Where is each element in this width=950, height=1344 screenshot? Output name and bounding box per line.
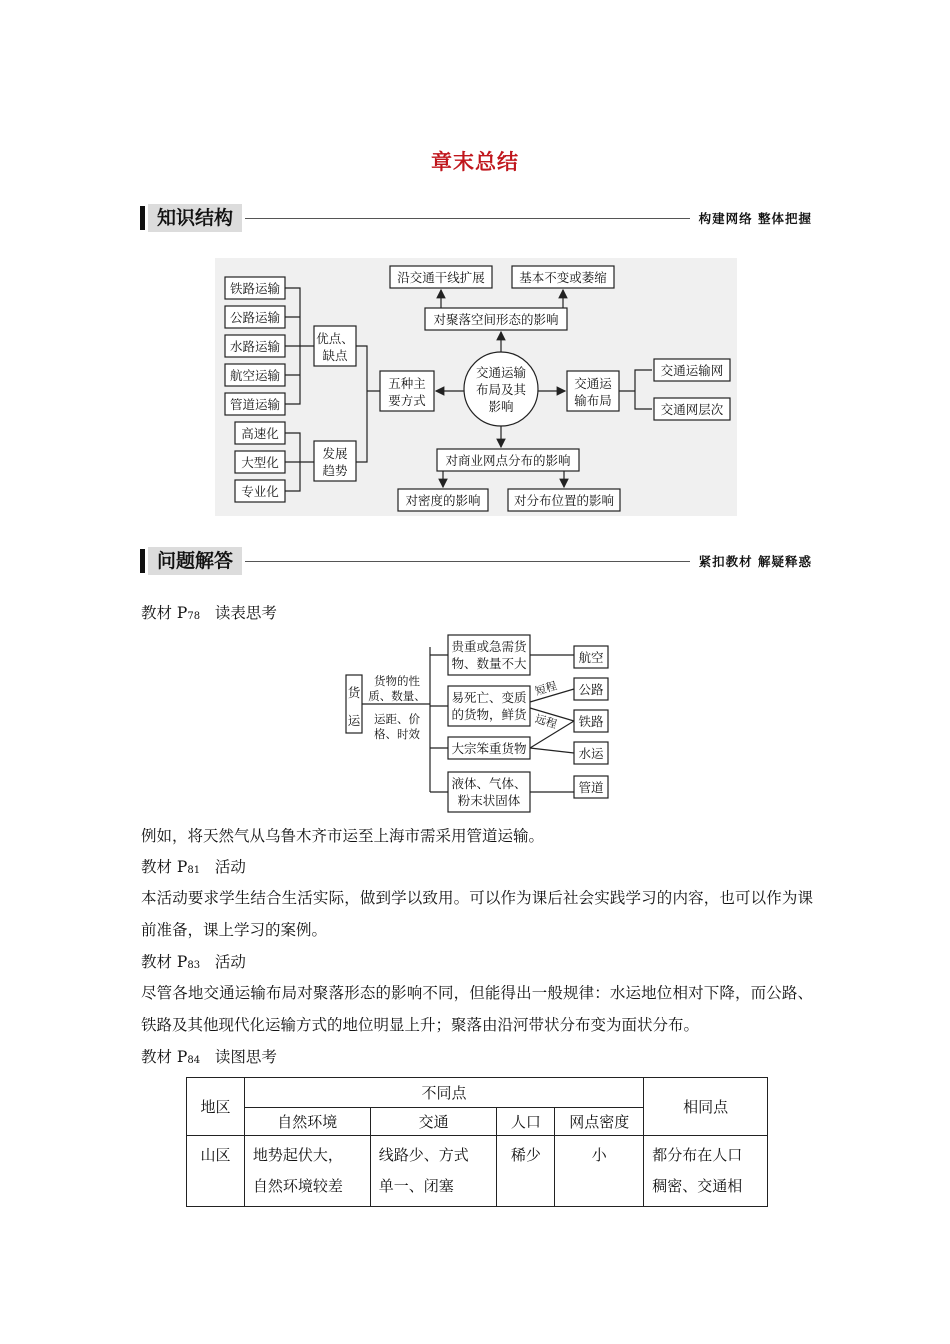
page-number: 78 xyxy=(187,611,201,622)
section-label: 问题解答 xyxy=(148,547,242,575)
section-bar xyxy=(140,549,145,573)
header-density: 网点密度 xyxy=(555,1108,644,1136)
label-commerce: 对商业网点分布的影响 xyxy=(445,453,571,468)
cell-traffic xyxy=(370,1136,497,1207)
label-air-mode: 航空 xyxy=(578,650,604,665)
section-label: 知识结构 xyxy=(148,204,242,232)
textbook-label-p83 xyxy=(141,951,246,977)
page-number: 83 xyxy=(187,960,201,971)
page-number: 84 xyxy=(187,1055,201,1066)
label-road-mode: 公路 xyxy=(578,682,604,697)
label-valuable-1: 贵重或急需货 xyxy=(451,639,527,654)
label-rail-mode: 铁路 xyxy=(578,714,604,729)
label-levels: 交通网层次 xyxy=(660,402,724,417)
cell-same xyxy=(644,1136,768,1207)
cell-line: 稠密、交通相 xyxy=(652,1177,743,1195)
label-bulky: 大宗笨重货物 xyxy=(451,741,527,756)
cell-line: 都分布在人口 xyxy=(652,1146,743,1164)
label-pipe-mode: 管道 xyxy=(578,780,604,795)
header-region: 地区 xyxy=(187,1078,245,1136)
label-prefix: 教材 P xyxy=(141,604,188,622)
label-suffix: 活动 xyxy=(200,953,246,971)
label-special: 专业化 xyxy=(241,484,279,499)
label-water: 水路运输 xyxy=(229,339,281,354)
label-pipe: 管道运输 xyxy=(229,397,281,412)
label-settlement: 对聚落空间形态的影响 xyxy=(433,312,559,327)
label-center-3: 影响 xyxy=(488,399,514,414)
label-trend-1: 发展 xyxy=(322,446,348,461)
label-layout-1: 交通运 xyxy=(574,376,612,391)
paragraph-activity-83: 尽管各地交通运输布局对聚落形态的影响不同，但能得出一般规律：水运地位相对下降，而公路、铁路及其他现代化运输方式的地位明显上升；聚落由沿河带状分布变为面状分布。 xyxy=(141,984,813,1034)
cell-env xyxy=(244,1136,370,1207)
label-long: 远程 xyxy=(533,712,559,732)
label-water-mode: 水运 xyxy=(578,746,604,761)
label-highspeed: 高速化 xyxy=(241,426,279,441)
label-air: 航空运输 xyxy=(229,368,281,383)
cell-density xyxy=(555,1136,644,1207)
label-criteria-3: 运距、价 xyxy=(374,712,420,726)
label-suffix: 活动 xyxy=(200,858,246,876)
cell-line: 线路少、方式 xyxy=(378,1146,469,1164)
header-env: 自然环境 xyxy=(244,1108,370,1136)
section-subtitle: 构建网络 整体把握 xyxy=(698,211,812,226)
label-center-1: 交通运输 xyxy=(475,365,527,380)
comparison-table xyxy=(186,1077,768,1207)
label-along: 沿交通干线扩展 xyxy=(397,270,485,285)
section-subtitle: 紧扣教材 解疑释惑 xyxy=(698,554,812,569)
label-prefix: 教材 P xyxy=(141,953,188,971)
label-trend-2: 趋势 xyxy=(322,463,348,478)
label-center-2: 布局及其 xyxy=(475,382,527,397)
header-diff: 不同点 xyxy=(244,1078,643,1108)
label-prefix: 教材 P xyxy=(141,1048,188,1066)
label-perishable-1: 易死亡、变质 xyxy=(451,690,527,705)
label-layout-2: 输布局 xyxy=(574,393,612,408)
label-valuable-2: 物、数量不大 xyxy=(451,656,527,671)
label-density: 对密度的影响 xyxy=(405,493,481,508)
cell-line: 单一、闭塞 xyxy=(378,1177,454,1195)
cell-text: 稀少 xyxy=(510,1146,541,1164)
header-traffic: 交通 xyxy=(370,1108,497,1136)
label-suffix: 读图思考 xyxy=(200,1048,277,1066)
textbook-label-p81 xyxy=(141,856,246,882)
textbook-label-p84 xyxy=(141,1046,277,1072)
label-road: 公路运输 xyxy=(229,310,281,325)
cell-text: 小 xyxy=(591,1146,607,1164)
section-rule xyxy=(245,561,690,562)
cell-region xyxy=(187,1136,245,1207)
header-pop: 人口 xyxy=(497,1108,555,1136)
label-large: 大型化 xyxy=(241,455,279,470)
page-title: 章末总结 xyxy=(431,150,519,174)
label-suffix: 读表思考 xyxy=(200,604,277,622)
cell-text: 山区 xyxy=(200,1146,231,1164)
cell-pop xyxy=(497,1136,555,1207)
label-fluid-2: 粉末状固体 xyxy=(457,793,521,808)
label-five-2: 要方式 xyxy=(388,393,426,408)
label-prefix: 教材 P xyxy=(141,858,188,876)
paragraph-example: 例如，将天然气从乌鲁木齐市运至上海市需采用管道运输。 xyxy=(141,827,545,845)
label-criteria-4: 格、时效 xyxy=(374,727,420,741)
textbook-label-p78 xyxy=(141,602,277,628)
label-cargo-1: 货 xyxy=(347,685,361,700)
label-unchanged: 基本不变或萎缩 xyxy=(519,270,607,285)
label-cons: 缺点 xyxy=(322,348,348,363)
label-criteria-2: 质、数量、 xyxy=(368,689,426,703)
label-five-1: 五种主 xyxy=(388,376,426,391)
header-same: 相同点 xyxy=(644,1078,768,1136)
label-criteria-1: 货物的性 xyxy=(374,674,420,688)
cell-line: 地势起伏大， xyxy=(252,1146,343,1164)
label-location: 对分布位置的影响 xyxy=(513,493,615,508)
cell-line: 自然环境较差 xyxy=(252,1177,343,1195)
label-cargo-2: 运 xyxy=(347,713,361,728)
table-row xyxy=(187,1136,768,1207)
label-short: 短程 xyxy=(533,679,559,699)
label-rail: 铁路运输 xyxy=(229,281,281,296)
label-perishable-2: 的货物，鲜货 xyxy=(451,707,527,722)
page-number: 81 xyxy=(187,865,201,876)
paragraph-activity-81: 本活动要求学生结合生活实际，做到学以致用。可以作为课后社会实践学习的内容，也可以作为课前准备，课上学习的案例。 xyxy=(141,889,813,939)
label-network: 交通运输网 xyxy=(660,363,724,378)
label-fluid-1: 液体、气体、 xyxy=(451,776,527,791)
section-header-answers xyxy=(140,546,812,576)
label-pros: 优点、 xyxy=(316,331,354,346)
